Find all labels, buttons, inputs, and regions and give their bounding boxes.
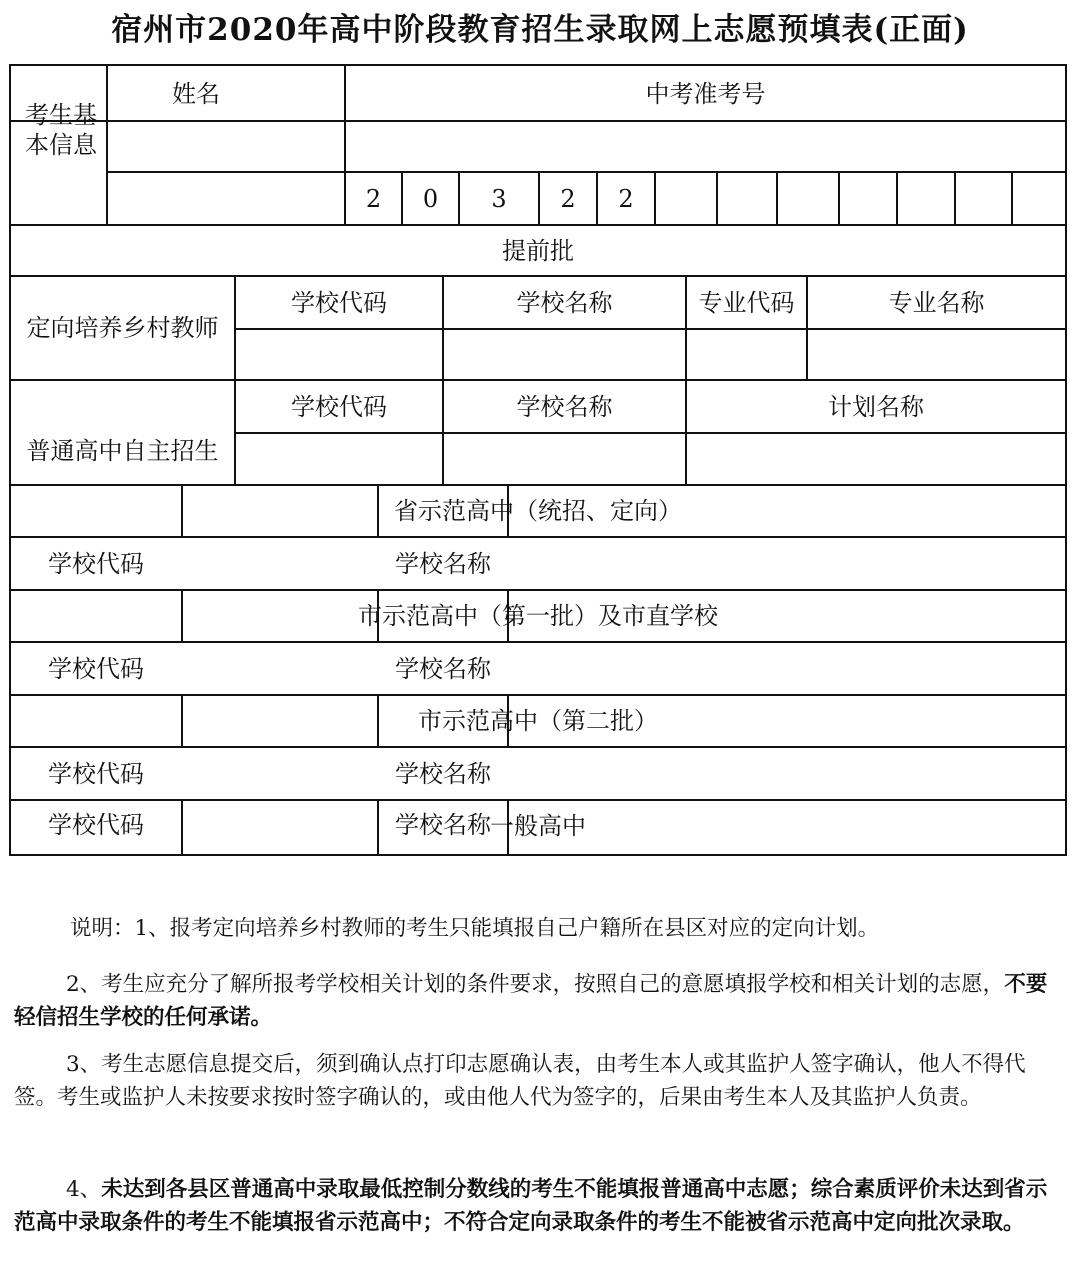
independent-school-code-input[interactable] — [236, 434, 442, 484]
exam-digit-11[interactable] — [956, 173, 1011, 224]
early-batch-header: 提前批 — [502, 236, 574, 265]
exam-digit-3[interactable]: 3 — [491, 184, 507, 213]
general-school-name-input[interactable] — [509, 799, 1063, 851]
exam-digit-2[interactable]: 0 — [422, 184, 439, 213]
exam-digit-5[interactable]: 2 — [618, 184, 634, 213]
city-first-school-code-input[interactable] — [183, 643, 377, 694]
note-1: 说明：1、报考定向培养乡村教师的考生只能填报自己户籍所在县区对应的定向计划。 — [70, 916, 880, 941]
independent-school-code-header: 学校代码 — [291, 392, 387, 421]
rural-major-name-header: 专业名称 — [888, 288, 985, 317]
provincial-school-code-label: 学校代码 — [48, 549, 144, 578]
name-input[interactable] — [108, 173, 344, 224]
name-header: 姓名 — [172, 80, 220, 108]
city-first-school-name-input[interactable] — [509, 643, 1065, 694]
exam-digit-8[interactable] — [778, 173, 838, 224]
exam-digit-10[interactable] — [898, 173, 954, 224]
general-school-code-input[interactable] — [183, 799, 377, 851]
general-high-school-header: 一般高中 — [490, 812, 586, 840]
note-4 — [14, 1173, 1060, 1239]
city-first-school-name-label: 学校名称 — [395, 654, 491, 683]
form-title: 宿州市2020年高中阶段教育招生录取网上志愿预填表(正面) — [111, 12, 969, 48]
basic-info-label: 考生基本信息 — [25, 101, 97, 159]
exam-number-header: 中考准考号 — [645, 80, 766, 108]
provincial-school-name-input[interactable] — [509, 538, 1065, 589]
note-2-text: 2、考生应充分了解所报考学校相关计划的条件要求，按照自己的意愿填报学校和相关计划的志愿， — [66, 972, 1005, 997]
city-first-batch-header: 市示范高中（第一批）及市直学校 — [358, 602, 718, 630]
exam-digit-6[interactable] — [656, 173, 716, 224]
note-4-prefix: 4、 — [66, 1177, 102, 1202]
exam-digit-12[interactable] — [1013, 173, 1065, 224]
general-school-name-label: 学校名称 — [395, 811, 491, 839]
rural-school-code-header: 学校代码 — [291, 288, 387, 317]
rural-teacher-label: 定向培养乡村教师 — [26, 314, 219, 342]
provincial-school-name-label: 学校名称 — [395, 549, 491, 578]
rural-school-code-input[interactable] — [236, 330, 442, 379]
provincial-model-header: 省示范高中（统招、定向） — [394, 497, 682, 525]
independent-school-name-input[interactable] — [444, 434, 685, 484]
city-first-school-code-label: 学校代码 — [48, 654, 144, 683]
exam-digit-4[interactable]: 2 — [560, 184, 576, 213]
independent-plan-name-header: 计划名称 — [828, 392, 924, 421]
independent-plan-name-input[interactable] — [687, 434, 1065, 484]
note-2 — [14, 968, 1060, 1034]
rural-school-name-input[interactable] — [444, 330, 685, 379]
independent-admission-label: 普通高中自主招生 — [26, 436, 219, 465]
general-school-code-label: 学校代码 — [48, 811, 144, 839]
exam-digit-1[interactable]: 2 — [365, 184, 382, 213]
rural-major-code-header: 专业代码 — [698, 288, 795, 317]
application-form-table — [9, 64, 1067, 856]
city-second-school-name-label: 学校名称 — [395, 759, 491, 788]
note-3: 3、考生志愿信息提交后，须到确认点打印志愿确认表，由考生本人或其监护人签字确认，他人不得代签。考生或监护人未按要求按时签字确认的，或由他人代为签字的，后果由考生本人及其监护人负责。 — [14, 1052, 1026, 1110]
city-second-school-code-label: 学校代码 — [48, 759, 144, 788]
note-2-bold: 不要轻信招生学校的任何承诺。 — [14, 972, 1048, 1030]
rural-major-name-input[interactable] — [808, 330, 1065, 379]
city-second-school-name-input[interactable] — [509, 748, 1065, 799]
city-second-school-code-input[interactable] — [183, 748, 377, 799]
note-4-bold: 未达到各县区普通高中录取最低控制分数线的考生不能填报普通高中志愿；综合素质评价未达到省示范高中录取条件的考生不能填报省示范高中；不符合定向录取条件的考生不能被省示范高中定向批次录取。 — [14, 1177, 1048, 1235]
city-second-batch-header: 市示范高中（第二批） — [418, 707, 658, 735]
provincial-school-code-input[interactable] — [183, 538, 377, 589]
independent-school-name-header: 学校名称 — [516, 392, 613, 421]
rural-school-name-header: 学校名称 — [516, 288, 613, 317]
rural-major-code-input[interactable] — [687, 330, 806, 379]
exam-digit-7[interactable] — [718, 173, 776, 224]
exam-digit-9[interactable] — [840, 173, 896, 224]
